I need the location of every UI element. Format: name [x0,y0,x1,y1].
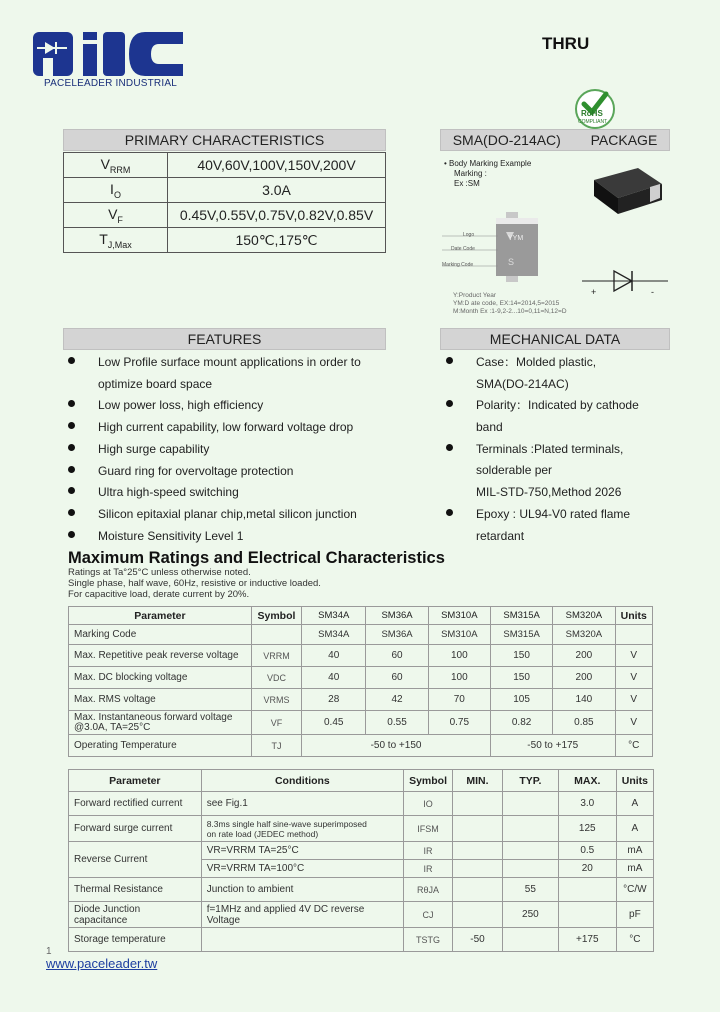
mechanical-item [446,439,676,504]
table-row [69,928,654,952]
features-item [68,417,388,439]
package-note: M:Month Ex :1-9,2-2...10=0,11=N,12=D [453,308,567,315]
unit-cell: mA [616,842,653,860]
param-cell: Operating Temperature [69,735,252,757]
ratings-note: Single phase, half wave, 60Hz, resistive or inductive loaded. [68,578,321,589]
chip-text: YYM [508,235,524,242]
table-row [69,878,654,902]
unit-cell: V [615,689,652,711]
package-title-right: PACKAGE [590,132,658,148]
website-link[interactable]: www.paceleader.tw [46,956,158,971]
cond-cell: f=1MHz and applied 4V DC reverse Voltage [201,902,403,928]
marking-example [444,159,531,189]
col-header: Symbol [251,607,301,625]
param-cell: Marking Code [69,625,252,645]
value-cell: -50 to +150 [302,735,491,757]
col-header: Parameter [69,607,252,625]
mechanical-line: Epoxy : UL94-V0 rated flame [476,506,631,521]
max-cell: 125 [558,816,616,842]
cond-cell: Junction to ambient [201,878,403,902]
features-title: FEATURES [63,328,386,350]
min-cell [453,816,503,842]
value-cell: 0.85 [553,711,615,735]
typ-cell: 250 [502,902,558,928]
primary-row [64,228,386,253]
symbol-cell [251,625,301,645]
symbol-cell: IO [404,792,453,816]
mechanical-line: solderable per [476,463,553,478]
symbol-cell: IR [404,842,453,860]
param-cell [69,711,252,735]
marking-label: Marking : [454,169,487,178]
value-cell: 140 [553,689,615,711]
table-row [69,667,653,689]
param-line: Max. Instantaneous forward voltage [74,711,233,723]
col-header: Symbol [404,770,453,792]
features-line: Low Profile surface mount applications in order to [98,355,361,369]
cond-line: 8.3ms single half sine-wave superimposed [206,818,367,829]
mechanical-line: retardant [476,528,525,543]
primary-value: 40V,60V,100V,150V,200V [168,153,386,178]
features-line: Silicon epitaxial planar chip,metal silicon junction [98,506,357,521]
ratings-table [68,606,653,757]
unit-cell: °C/W [616,878,653,902]
package-note: YM:D ate code, EX:14=2014,5=2015 [453,300,560,307]
typ-cell: 55 [502,878,558,902]
col-header: SM310A [428,607,490,625]
param-cell: Max. RMS voltage [69,689,252,711]
param-cell: Forward surge current [69,816,202,842]
value-cell: 200 [553,645,615,667]
col-header: Conditions [201,770,403,792]
table-row [69,816,654,842]
param-cell: Forward rectified current [69,792,202,816]
primary-row [64,178,386,203]
unit-cell: A [616,816,653,842]
package-title-left: SMA(DO-214AC) [452,132,561,148]
rohs-sub: COMPLIANT [578,119,608,125]
bullet-icon [68,509,75,516]
max-cell: 20 [558,860,616,878]
symbol-cell: VF [251,711,301,735]
marking-ex: Ex :SM [454,179,480,188]
callout-logo: Logo [463,232,475,238]
max-cell: 3.0 [558,792,616,816]
features-item [68,504,388,526]
min-cell: -50 [453,928,503,952]
unit-cell: °C [615,735,652,757]
value-cell: 105 [490,689,552,711]
max-cell [558,902,616,928]
value-cell: SM36A [366,625,428,645]
thru-label: THRU [542,34,590,53]
features-line: Guard ring for overvoltage protection [98,463,294,478]
typ-cell [502,842,558,860]
chip-s: S [508,257,515,267]
symbol-cell: CJ [404,902,453,928]
symbol-cell: VRRM [251,645,301,667]
package-notes [453,292,567,316]
value-cell: 28 [302,689,366,711]
package-note: Y:Product Year [453,292,497,299]
unit-cell: V [615,711,652,735]
unit-cell: V [615,667,652,689]
value-cell: 0.55 [366,711,428,735]
ratings-title: Maximum Ratings and Electrical Characteristics [68,549,445,567]
page-number: 1 [46,946,52,957]
symbol-cell: IR [404,860,453,878]
primary-row [64,203,386,228]
primary-value: 150℃,175℃ [168,228,386,253]
primary-value: 0.45V,0.55V,0.75V,0.82V,0.85V [168,203,386,228]
value-cell: 70 [428,689,490,711]
typ-cell [502,860,558,878]
ratings-note: For capacitive load, derate current by 20%. [68,589,250,600]
symbol-cell: RθJA [404,878,453,902]
unit-cell: A [616,792,653,816]
cond-cell [201,816,403,842]
col-header: MIN. [453,770,503,792]
unit-cell: °C [616,928,653,952]
mechanical-title: MECHANICAL DATA [440,328,670,350]
value-cell: SM34A [302,625,366,645]
mechanical-line: MIL-STD-750,Method 2026 [476,485,622,500]
value-cell: SM310A [428,625,490,645]
primary-symbol: $I_O$ [64,178,168,203]
table-row [69,711,653,735]
bullet-icon [68,357,75,364]
unit-cell: mA [616,860,653,878]
primary-symbol: $T_{J,Max}$ [64,228,168,253]
cond-line: on rate load (JEDEC method) [206,828,319,839]
param-cell: Reverse Current [69,842,202,878]
col-header: Units [615,607,652,625]
max-cell: 0.5 [558,842,616,860]
package-image [586,162,666,222]
features-line: Moisture Sensitivity Level 1 [98,528,244,543]
bullet-icon [446,357,453,364]
value-cell: SM315A [490,625,552,645]
features-line: Ultra high-speed switching [98,485,239,500]
features-item [68,526,388,548]
param-cell: Diode Junction capacitance [69,902,202,928]
cond-cell: VR=VRRM TA=25°C [201,842,403,860]
max-cell: +175 [558,928,616,952]
value-cell: 60 [366,667,428,689]
value-cell: 100 [428,645,490,667]
col-header: Units [616,770,653,792]
anode-label: + [591,287,597,297]
symbol-cell: VRMS [251,689,301,711]
bullet-icon [68,444,75,451]
typ-cell [502,928,558,952]
typ-cell [502,792,558,816]
min-cell [453,860,503,878]
symbol-cell: TSTG [404,928,453,952]
ratings-note: Ratings at Ta°25°C unless otherwise noted. [68,567,251,578]
min-cell [453,792,503,816]
bullet-icon [446,444,453,451]
value-cell: 150 [490,667,552,689]
col-header: SM36A [366,607,428,625]
value-cell: 150 [490,645,552,667]
param-cell: Thermal Resistance [69,878,202,902]
mechanical-line: Case：Molded plastic, [476,355,597,369]
features-line: High current capability, low forward voltage drop [98,420,354,435]
ratings-header-row [69,607,653,625]
col-header: SM320A [553,607,615,625]
rohs-label: RoHS [581,109,603,118]
callout-date: Date Code [451,246,475,252]
ratings-notes [68,567,321,600]
features-item [68,461,388,483]
electrical-header-row [69,770,654,792]
symbol-cell: TJ [251,735,301,757]
col-header: SM34A [302,607,366,625]
rohs-badge [572,88,618,130]
unit-cell: pF [616,902,653,928]
param-cell: Max. Repetitive peak reverse voltage [69,645,252,667]
company-name: PACELEADER INDUSTRIAL [44,78,177,89]
param-line: @3.0A, TA=25°C [74,721,151,733]
mechanical-item [446,352,676,395]
package-title [440,129,670,151]
cond-cell [201,928,403,952]
features-item [68,352,388,395]
min-cell [453,842,503,860]
primary-symbol: $V_F$ [64,203,168,228]
unit-cell [615,625,652,645]
value-cell: SM320A [553,625,615,645]
table-row [69,625,653,645]
features-item [68,439,388,461]
mechanical-line: SMA(DO-214AC) [476,376,569,391]
primary-value: 3.0A [168,178,386,203]
value-cell: 60 [366,645,428,667]
typ-cell [502,816,558,842]
callout-marking: Marking Code [442,262,474,268]
value-cell: 42 [366,689,428,711]
mechanical-item [446,395,676,438]
electrical-table [68,769,654,952]
min-cell [453,878,503,902]
primary-title: PRIMARY CHARACTERISTICS [63,129,386,151]
value-cell: 0.82 [490,711,552,735]
primary-symbol: $V_{RRM}$ [64,153,168,178]
features-item [68,482,388,504]
symbol-cell: IFSM [404,816,453,842]
value-cell: 40 [302,645,366,667]
cond-cell: VR=VRRM TA=100°C [201,860,403,878]
col-header: MAX. [558,770,616,792]
symbol-cell: VDC [251,667,301,689]
table-row [69,902,654,928]
param-cell: Max. DC blocking voltage [69,667,252,689]
bullet-icon [68,466,75,473]
table-row [69,842,654,860]
col-header: SM315A [490,607,552,625]
value-cell: 40 [302,667,366,689]
col-header: Parameter [69,770,202,792]
bullet-icon [68,531,75,538]
marking-example-title: • Body Marking Example [444,159,532,168]
features-line: High surge capability [98,441,210,456]
features-line: Low power loss, high efficiency [98,398,264,413]
param-cell: Storage temperature [69,928,202,952]
primary-table [63,152,386,253]
table-row [69,645,653,667]
mechanical-line: Terminals :Plated terminals, [476,441,624,456]
col-header: TYP. [502,770,558,792]
value-cell: 0.45 [302,711,366,735]
max-cell [558,878,616,902]
mechanical-item [446,504,676,547]
value-cell: 200 [553,667,615,689]
table-row [69,735,653,757]
value-cell: -50 to +175 [490,735,615,757]
mechanical-line: band [476,420,503,435]
table-row [69,689,653,711]
bullet-icon [446,509,453,516]
table-row [69,792,654,816]
cathode-label: - [651,287,654,297]
mechanical-line: Polarity：Indicated by cathode [476,398,639,413]
min-cell [453,902,503,928]
value-cell: 100 [428,667,490,689]
value-cell: 0.75 [428,711,490,735]
cond-cell: see Fig.1 [201,792,403,816]
features-item [68,395,388,417]
primary-row [64,153,386,178]
unit-cell: V [615,645,652,667]
features-line: optimize board space [98,376,213,391]
